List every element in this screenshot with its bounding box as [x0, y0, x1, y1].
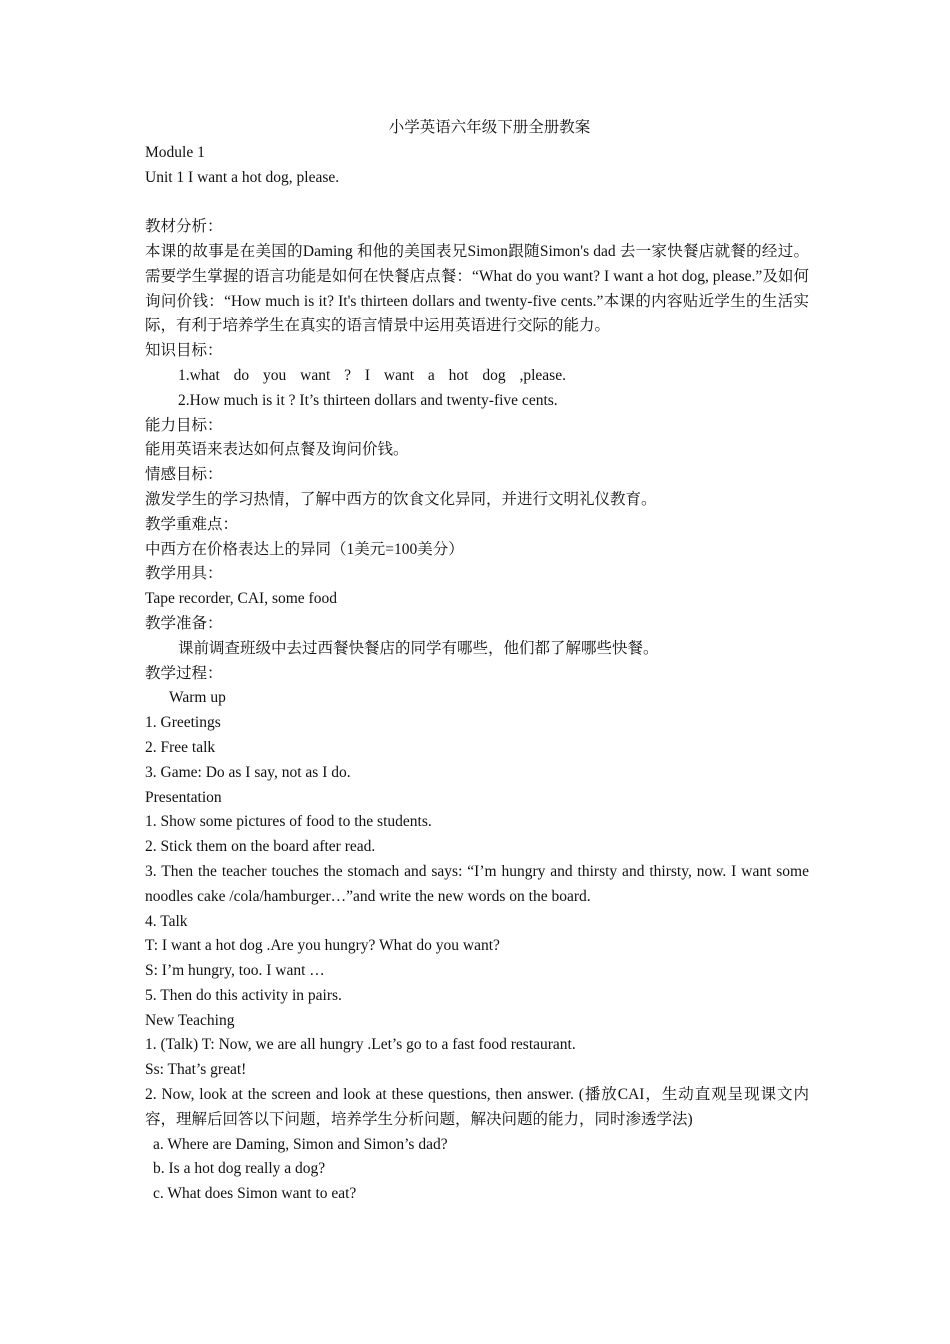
presentation-item: 2. Stick them on the board after read.	[145, 838, 376, 856]
warmup-heading: Warm up	[169, 689, 226, 707]
presentation-item: 3. Then the teacher touches the stomach and says: “I’m hungry and thirsty and thirsty, now. I want some noodles cake /cola/hamburger…”and write the new words on the board.	[145, 862, 809, 905]
ability-text: 能用英语来表达如何点餐及询问价钱。	[145, 441, 409, 459]
analysis-text: 本课的故事是在美国的Daming 和他的美国表兄Simon跟随Simon's dad 去一家快餐店就餐的经过。需要学生掌握的语言功能是如何在快餐店点餐：“What do you want? I want a hot dog, please.”及如何询问价钱：“How much is it? It's thirteen dollars and twenty-five cents.”本课的内容贴近学生的生活实际，有利于培养学生在真实的语言情景中运用英语进行交际的能力。	[145, 242, 809, 335]
presentation-item: 5. Then do this activity in pairs.	[145, 986, 342, 1004]
tools-text: Tape recorder, CAI, some food	[145, 590, 337, 608]
knowledge-heading: 知识目标：	[145, 342, 223, 360]
presentation-item: 4. Talk	[145, 912, 188, 930]
question-item: c. What does Simon want to eat?	[153, 1185, 357, 1203]
emotion-heading: 情感目标：	[145, 466, 223, 484]
newteaching-item: Ss: That’s great!	[145, 1061, 247, 1079]
blank-line	[145, 190, 809, 215]
newteaching-item: 2. Now, look at the screen and look at these questions, then answer. (播放CAI，生动直观呈现课文内容，理解后回答以下问题，培养学生分析问题，解决问题的能力，同时渗透学法)	[145, 1086, 809, 1128]
module-label: Module 1	[145, 143, 205, 161]
newteaching-item: 1. (Talk) T: Now, we are all hungry .Let’s go to a fast food restaurant.	[145, 1036, 576, 1054]
prep-text: 课前调查班级中去过西餐快餐店的同学有哪些，他们都了解哪些快餐。	[178, 639, 659, 657]
question-item: a. Where are Daming, Simon and Simon’s dad?	[153, 1135, 448, 1153]
warmup-item: 3. Game: Do as I say, not as I do.	[145, 763, 351, 781]
presentation-item: S: I’m hungry, too. I want …	[145, 962, 325, 980]
difficulty-text: 中西方在价格表达上的异同（1美元=100美分）	[145, 540, 464, 558]
tools-heading: 教学用具：	[145, 565, 223, 583]
presentation-item: 1. Show some pictures of food to the students.	[145, 813, 432, 831]
question-item: b. Is a hot dog really a dog?	[153, 1160, 326, 1178]
unit-title: Unit 1 I want a hot dog, please.	[145, 168, 340, 186]
warmup-item: 2. Free talk	[145, 738, 216, 756]
presentation-heading: Presentation	[145, 788, 222, 806]
prep-heading: 教学准备：	[145, 614, 223, 632]
document-title: 小学英语六年级下册全册教案	[388, 119, 591, 136]
knowledge-item: 2.How much is it ? It’s thirteen dollars and twenty-five cents.	[178, 391, 558, 409]
knowledge-item: 1.what do you want ? I want a hot dog ,please.	[178, 366, 566, 384]
document-body	[145, 116, 809, 1207]
emotion-text: 激发学生的学习热情，了解中西方的饮食文化异同，并进行文明礼仪教育。	[145, 490, 657, 508]
ability-heading: 能力目标：	[145, 416, 223, 434]
newteaching-heading: New Teaching	[145, 1011, 235, 1029]
warmup-item: 1. Greetings	[145, 714, 221, 732]
presentation-item: T: I want a hot dog .Are you hungry? What do you want?	[145, 937, 500, 955]
analysis-heading: 教材分析：	[145, 218, 223, 236]
process-heading: 教学过程：	[145, 664, 223, 682]
difficulty-heading: 教学重难点：	[145, 515, 239, 533]
